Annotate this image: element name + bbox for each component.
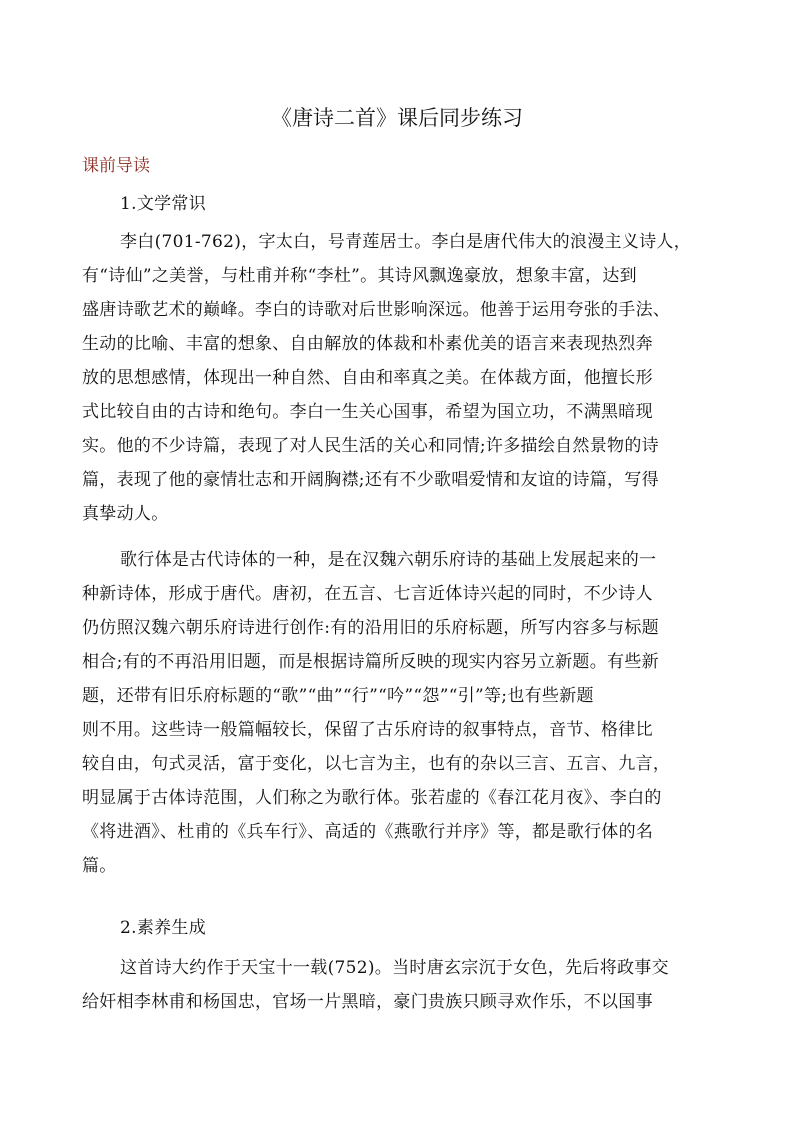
page-title: 《唐诗二首》课后同步练习 — [271, 106, 523, 130]
paragraph-line: 真挚动人。 — [82, 504, 169, 524]
paragraph-line: 题，还带有旧乐府标题的“歌”“曲”“行”“吟”“怨”“引”等;也有些新题 — [82, 686, 594, 706]
paragraph-line: 生动的比喻、丰富的想象、自由解放的体裁和朴素优美的语言来表现热烈奔 — [82, 334, 653, 354]
paragraph-line: 则不用。这些诗一般篇幅较长，保留了古乐府诗的叙事特点，音节、格律比 — [82, 720, 653, 740]
paragraph-line: 盛唐诗歌艺术的巅峰。李白的诗歌对后世影响深远。他善于运用夸张的手法、 — [82, 300, 671, 320]
paragraph-line: 篇。 — [82, 856, 117, 876]
paragraph-line: 有“诗仙”之美誉，与杜甫并称“李杜”。其诗风飘逸豪放，想象丰富，达到 — [82, 266, 637, 286]
section-heading: 课前导读 — [82, 156, 150, 176]
paragraph-line: 种新诗体，形成于唐代。唐初，在五言、七言近体诗兴起的同时，不少诗人 — [82, 584, 653, 604]
paragraph-line: 这首诗大约作于天宝十一载(752)。当时唐玄宗沉于女色，先后将政事交 — [120, 958, 669, 978]
paragraph-line: 歌行体是古代诗体的一种，是在汉魏六朝乐府诗的基础上发展起来的一 — [120, 550, 657, 570]
paragraph-line: 篇，表现了他的豪情壮志和开阔胸襟;还有不少歌唱爱情和友谊的诗篇，写得 — [82, 470, 659, 490]
subheading-literacy: 2.素养生成 — [120, 918, 207, 938]
paragraph-line: 李白(701-762)，字太白，号青莲居士。李白是唐代伟大的浪漫主义诗人， — [120, 232, 692, 252]
paragraph-line: 给奸相李林甫和杨国忠，官场一片黑暗，豪门贵族只顾寻欢作乐，不以国事 — [82, 992, 653, 1012]
paragraph-line: 实。他的不少诗篇，表现了对人民生活的关心和同情;许多描绘自然景物的诗 — [82, 436, 659, 456]
paragraph-line: 式比较自由的古诗和绝句。李白一生关心国事，希望为国立功，不满黑暗现 — [82, 402, 653, 422]
paragraph-line: 放的思想感情，体现出一种自然、自由和率真之美。在体裁方面，他擅长形 — [82, 368, 653, 388]
paragraph-line: 相合;有的不再沿用旧题，而是根据诗篇所反映的现实内容另立新题。有些新 — [82, 652, 659, 672]
paragraph-line: 仍仿照汉魏六朝乐府诗进行创作:有的沿用旧的乐府标题，所写内容多与标题 — [82, 618, 659, 638]
paragraph-line: 较自由，句式灵活，富于变化，以七言为主，也有的杂以三言、五言、九言， — [82, 754, 671, 774]
subheading-literary-knowledge: 1.文学常识 — [120, 194, 207, 214]
paragraph-line: 《将进酒》、杜甫的《兵车行》、高适的《燕歌行并序》等，都是歌行体的名 — [82, 822, 654, 842]
paragraph-line: 明显属于古体诗范围，人们称之为歌行体。张若虚的《春江花月夜》、李白的 — [82, 788, 662, 808]
